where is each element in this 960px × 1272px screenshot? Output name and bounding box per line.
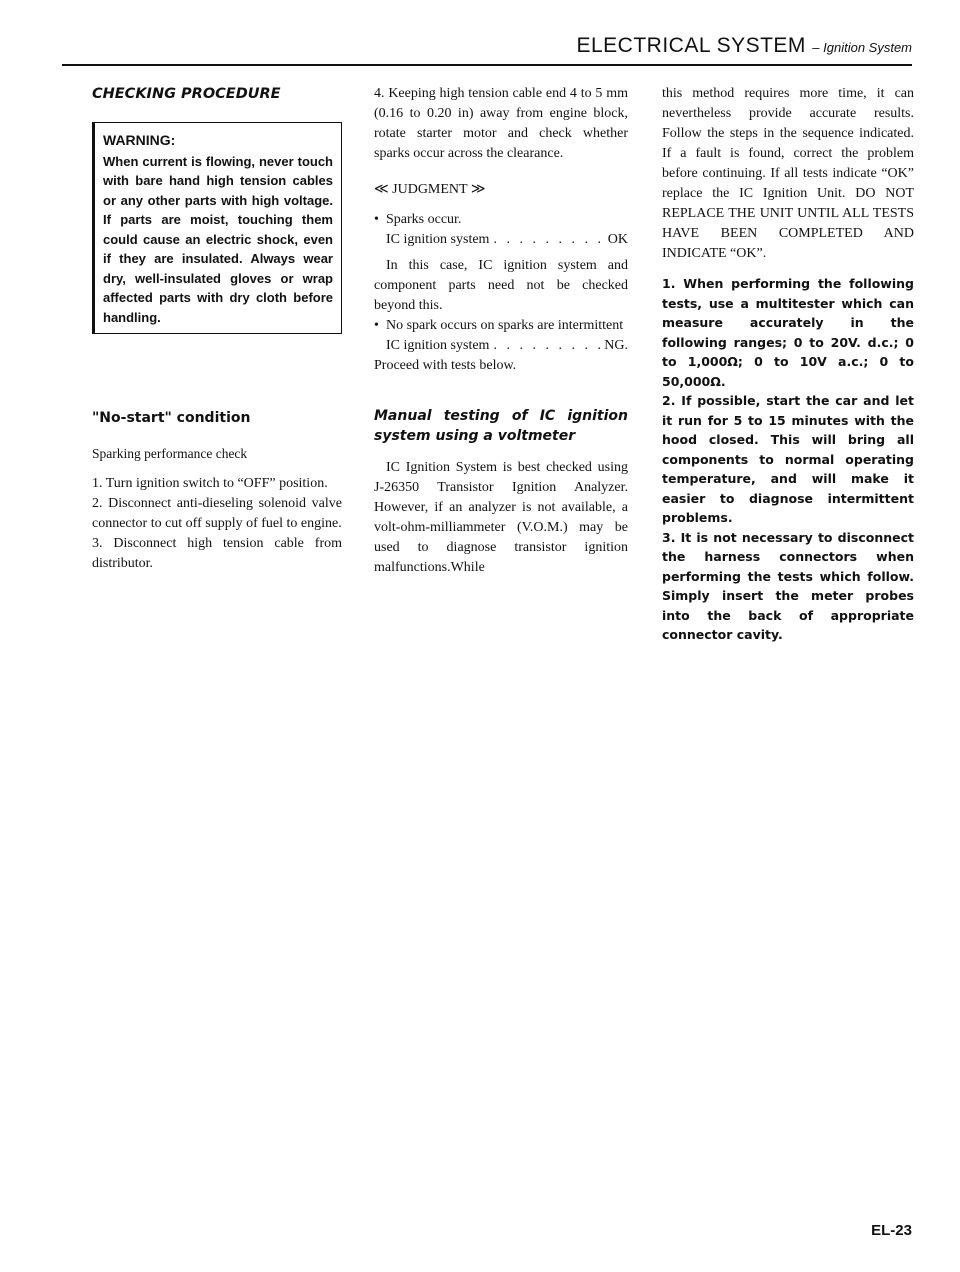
result-ok-label: IC ignition system (386, 232, 490, 247)
result-ng-value: NG. (604, 338, 628, 353)
note-2: 2. If possible, start the car and let it run for 5 to 15 minutes with the hood closed. This will bring all components to normal operating temperature, and will make it easier to diagnose intermittent problems. (662, 393, 914, 525)
warning-box (92, 122, 342, 334)
page-header (576, 34, 912, 58)
section-title: ELECTRICAL SYSTEM (576, 34, 806, 57)
judgment-heading: ≪ JUDGMENT ≫ (374, 182, 486, 197)
header-rule (62, 64, 912, 66)
result-ok-value: OK (607, 232, 628, 247)
no-start-heading: "No-start" condition (92, 410, 251, 426)
note-3: 3. It is not necessary to disconnect the harness connectors when performing the tests which follow. Simply insert the meter probes into the back of appropriate connector cavity. (662, 529, 914, 642)
bullet-icon: • (374, 318, 379, 333)
column-middle (374, 84, 628, 578)
paragraph-no-check: In this case, IC ignition system and component parts need not be checked beyond this. (374, 258, 628, 313)
sparking-check-heading: Sparking performance check (92, 446, 248, 461)
column-left (92, 84, 342, 574)
warning-title: WARNING: (103, 132, 176, 148)
manual-testing-text: IC Ignition System is best checked using J-26350 Transistor Ignition Analyzer. However, if an analyzer is not available, a volt-ohm-milliammeter (V.O.M.) may be used to diagnose transistor ignition malfunctions.While (374, 460, 628, 575)
checking-procedure-heading: CHECKING PROCEDURE (92, 86, 281, 102)
step-4: 4. Keeping high tension cable end 4 to 5 mm (0.16 to 0.20 in) away from engine block, rotate starter motor and check whether sparks occur across the clearance. (374, 86, 628, 161)
method-intro: this method requires more time, it can nevertheless provide accurate results. Follow the steps in the sequence indicated. If a fault is found, correct the problem before continuing. If all tests indicate “OK” replace the IC Ignition Unit. DO NOT REPLACE THE UNIT UNTIL ALL TESTS HAVE BEEN COMPLETED AND INDICATE “OK”. (662, 86, 914, 261)
manual-testing-heading: Manual testing of IC ignition system using a voltmeter (374, 408, 628, 444)
step-3: 3. Disconnect high tension cable from distributor. (92, 536, 342, 571)
bullet-icon: • (374, 212, 379, 227)
warning-text: When current is flowing, never touch with bare hand high tension cables or any other parts with high voltage. If parts are moist, touching them could cause an electric shock, even if they are insulated. Always wear dry, well-insulated gloves or wrap affected parts with dry cloth before handling. (103, 153, 333, 325)
result-ng-line (374, 336, 628, 356)
step-1: 1. Turn ignition switch to “OFF” position. (92, 476, 328, 491)
page-number: EL-23 (871, 1222, 912, 1239)
bullet-no-spark: • No spark occurs on sparks are intermittent (374, 316, 628, 336)
subsection-title: – Ignition System (812, 40, 912, 55)
leader-dots (489, 230, 607, 250)
note-1: 1. When performing the following tests, use a multitester which can measure accurately in the following ranges; 0 to 20V. d.c.; 0 to 1,000Ω; 0 to 10V a.c.; 0 to 50,000Ω. (662, 276, 914, 389)
result-ng-label: IC ignition system (386, 338, 490, 353)
step-2: 2. Disconnect anti-dieseling solenoid valve connector to cut off supply of fuel to engine. (92, 496, 342, 531)
leader-dots (489, 336, 604, 356)
column-right (662, 84, 914, 645)
proceed-text: Proceed with tests below. (374, 358, 517, 373)
result-ok-line (374, 230, 628, 250)
bullet-sparks-occur: • Sparks occur. (374, 210, 628, 230)
